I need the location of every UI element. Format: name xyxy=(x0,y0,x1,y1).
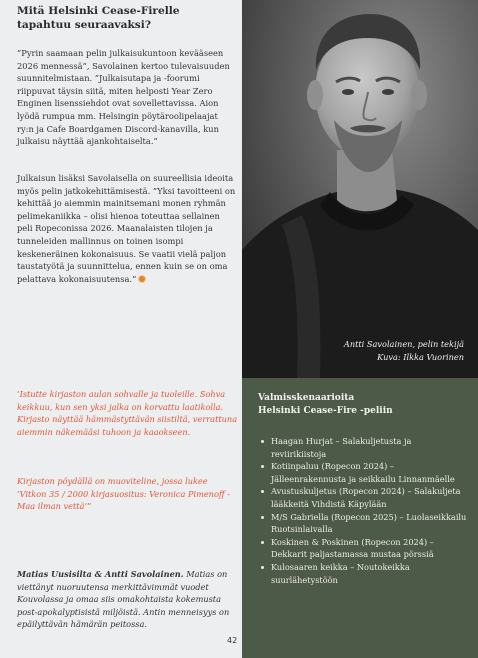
scenario-quote-1: ’Istutte kirjaston aulan sohvalle ja tuoleille. Sohva keikkuu, kun sen yksi jalka on korvattu laatikolla. Kirjasto näyttää hämmästyttävän siistiltä, verrattuna aiemmin näkemääsi tuhoon ja kaaokseen. xyxy=(17,389,238,437)
photo-caption-credit: Kuva: Ilkka Vuorinen xyxy=(377,352,464,362)
author-bio xyxy=(17,568,239,631)
author-names: Matias Uusisilta & Antti Savolainen. xyxy=(17,569,184,579)
end-mark-icon xyxy=(139,276,145,282)
list-item: Avustuskuljetus (Ropecon 2024) – Salakuljeta lääkkeitä Vihdistä Käpylään xyxy=(258,485,468,510)
page-number: 42 xyxy=(227,636,238,645)
author-photo xyxy=(242,0,478,378)
scenarios-title-line-2: Helsinki Cease-Fire -peliin xyxy=(258,406,393,416)
photo-caption xyxy=(254,338,464,364)
scenarios-title xyxy=(258,392,468,418)
article-paragraph-2-text: Julkaisun lisäksi Savolaisella on suureellisia ideoita myös pelin jatkokehittämisestä. ”Yksi tavoitteeni on kehittää jo aiemmin mainitsemani monen ryhmän pelimekaniikka – olisi hienoa toteuttaa sellainen peli Ropeconissa 2026. Maanalaisten tilojen ja tunneleiden mallinnus on toinen isompi keskeneräinen kokonaisuus. Se vaatii vielä paljon taustatyötä ja suunnittelua, ennen kuin se on oma pelattava kokonaisuutensa.” xyxy=(17,173,236,284)
photo-caption-subject: Antti Savolainen, pelin tekijä xyxy=(343,339,464,349)
article-paragraph-1: ”Pyrin saamaan pelin julkaisukuntoon kevääseen 2026 mennessä”, Savolainen kertoo tulevaisuuden suunnitelmistaan. ”Julkaisutapa ja -foorumi riippuvat täysin siitä, miten helposti Year Zero Enginen lisenssiehdot ovat sovellettavissa. Aion lyödä rumpua mm. Helsingin pöytäroolipelaajat ry:n ja Cafe Boardgamen Discord-kanavilla, kun julkaisu näyttää ajankohtaiselta.” xyxy=(17,48,230,147)
scenarios-panel xyxy=(242,378,478,658)
list-item: Koskinen & Poskinen (Ropecon 2024) – Dekkarit paljastamassa mustaa pörssiä xyxy=(258,536,468,561)
scenario-quote-2: Kirjaston pöydällä on muoviteline, jossa lukee ’Vitkon 35 / 2000 kirjasuositus: Veronica Pimenoff - Maa ilman vettä’” xyxy=(17,476,231,512)
scenarios-list xyxy=(258,435,468,586)
list-item: Kotiinpaluu (Ropecon 2024) – Jälleenrakennusta ja seikkailu Linnanmäelle xyxy=(258,460,468,485)
author-bio-text: Matias on viettänyt nuoruutensa merkittävimmät vuodet Kouvolassa ja omaa siis omakohtaista kokemusta post-apokalyptisistä miljöistä. Antin menneisyys on epäilyttävän hämärän peitossa. xyxy=(17,569,230,630)
list-item: Kulosaaren keikka – Noutokeikka suurlähetystöön xyxy=(258,561,468,586)
article-paragraph-2 xyxy=(17,172,237,285)
list-item: Haagan Hurjat – Salakuljetusta ja reviirikiistoja xyxy=(258,435,468,460)
scenarios-title-line-1: Valmisskenaarioita xyxy=(258,393,355,403)
portrait-illustration xyxy=(242,0,478,378)
list-item: M/S Gabriella (Ropecon 2025) – Luolaseikkailu Ruotsinlaivalla xyxy=(258,511,468,536)
article-heading: Mitä Helsinki Cease-Firelle tapahtuu seuraavaksi? xyxy=(17,5,180,31)
